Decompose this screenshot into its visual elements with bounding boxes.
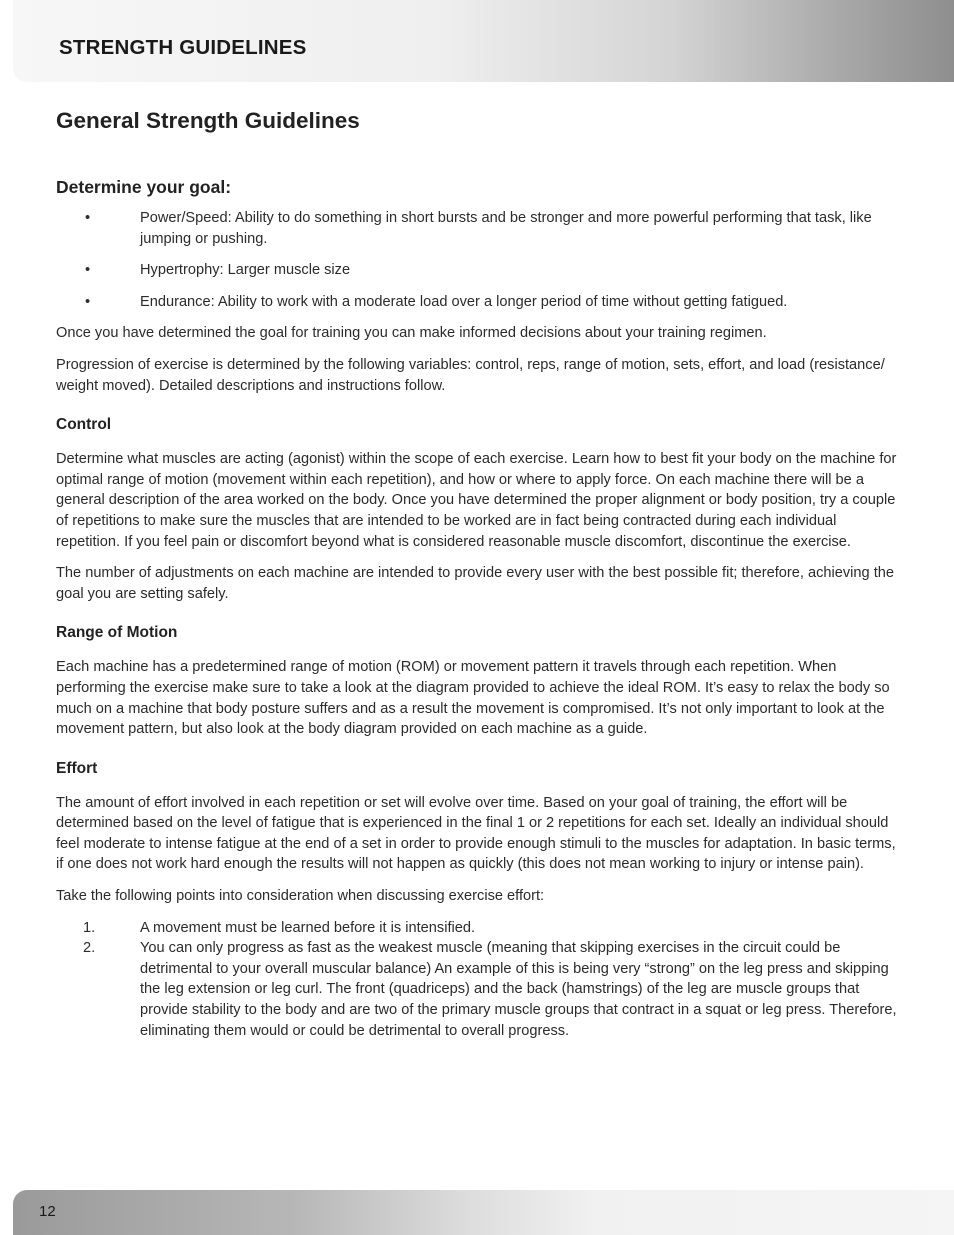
list-item (56, 208, 898, 249)
list-item-text: You can only progress as fast as the weakest muscle (meaning that skipping exercises in the circuit could be detrimental to your overall muscular balance) An example of this is being very “strong” on the leg press and skipping the leg extension or leg curl. The front (quadriceps) and the back (hamstrings) of the leg are muscle groups that provide stability to the body and are two of the primary muscle groups that contract in a squat or leg press. Therefore, eliminating them would or could be detrimental to overall progress. (140, 940, 897, 1039)
number-mark: 2. (83, 940, 96, 957)
effort-heading: Effort (56, 759, 98, 777)
goal-paragraph: Once you have determined the goal for training you can make informed decisions about your training regimen. (56, 325, 767, 342)
number-mark: 1. (83, 919, 96, 936)
list-item-text: Hypertrophy: Larger muscle size (140, 262, 351, 279)
page-number: 12 (39, 1203, 56, 1220)
effort-intro-paragraph: Take the following points into consideration when discussing exercise effort: (56, 888, 545, 905)
adjustments-paragraph: The number of adjustments on each machine are intended to provide every user with the best possible fit; therefore, achieving the goal you are setting safely. (56, 565, 895, 602)
bullet-mark: • (85, 293, 91, 310)
bullet-mark: • (85, 210, 91, 226)
effort-paragraph: The amount of effort involved in each repetition or set will evolve over time. Based on your goal of training, the effort will be determined based on the level of fatigue that is experienced in the final 1 or 2 repetitions for each set. Ideally an individual should feel moderate to intense fatigue at the end of a set in order to provide enough stimuli to the muscles for adaptation. In basic terms, if one does not work hard enough the results will not happen as quickly (this does not mean working to injury or intense pain). (56, 794, 896, 873)
list-item (56, 292, 898, 313)
progression-paragraph: Progression of exercise is determined by the following variables: control, reps, range of motion, sets, effort, and load (resistance/ weight moved). Detailed descriptions and instructions follow. (56, 356, 885, 394)
range-of-motion-paragraph: Each machine has a predetermined range of motion (ROM) or movement pattern it travels through each repetition. When performing the exercise make sure to take a look at the diagram provided to achieve the ideal ROM. It’s easy to relax the body so much on a machine that body posture suffers and as a result the movement is compromised. It’s not only important to look at the movement pattern, but also look at the body diagram provided on each machine as a guide. (56, 659, 890, 738)
bullet-mark: • (85, 262, 91, 279)
control-paragraph: Determine what muscles are acting (agonist) within the scope of each exercise. Learn how to best fit your body on the machine for optimal range of motion (movement within each repetition), and how or where to apply force. On each machine there will be a general description of the area worked on the body. Once you have determined the proper alignment or body position, try a couple of repetitions to make sure the muscles that are intended to be worked are in fact being contracted during each individual repetition. If you feel pain or discomfort beyond what is considered reasonable muscle discomfort, discontinue the exercise. (56, 451, 897, 550)
goal-heading: Determine your goal: (56, 177, 232, 197)
effort-points-list (56, 918, 898, 1042)
page-heading: General Strength Guidelines (56, 108, 360, 133)
list-item (56, 938, 898, 1041)
section-header-title: STRENGTH GUIDELINES (59, 36, 307, 59)
list-item (56, 260, 898, 281)
list-item (56, 918, 898, 939)
footer-band (13, 1190, 954, 1235)
list-item-text: A movement must be learned before it is intensified. (140, 919, 476, 936)
range-of-motion-heading: Range of Motion (56, 624, 178, 642)
list-item-text: Endurance: Ability to work with a moderate load over a longer period of time without getting fatigued. (140, 293, 788, 310)
page-content (56, 105, 898, 1041)
goal-list (56, 208, 898, 312)
control-heading: Control (56, 416, 112, 434)
list-item-text: Power/Speed: Ability to do something in short bursts and be stronger and more powerful performing that task, like jumping or pushing. (140, 210, 872, 247)
